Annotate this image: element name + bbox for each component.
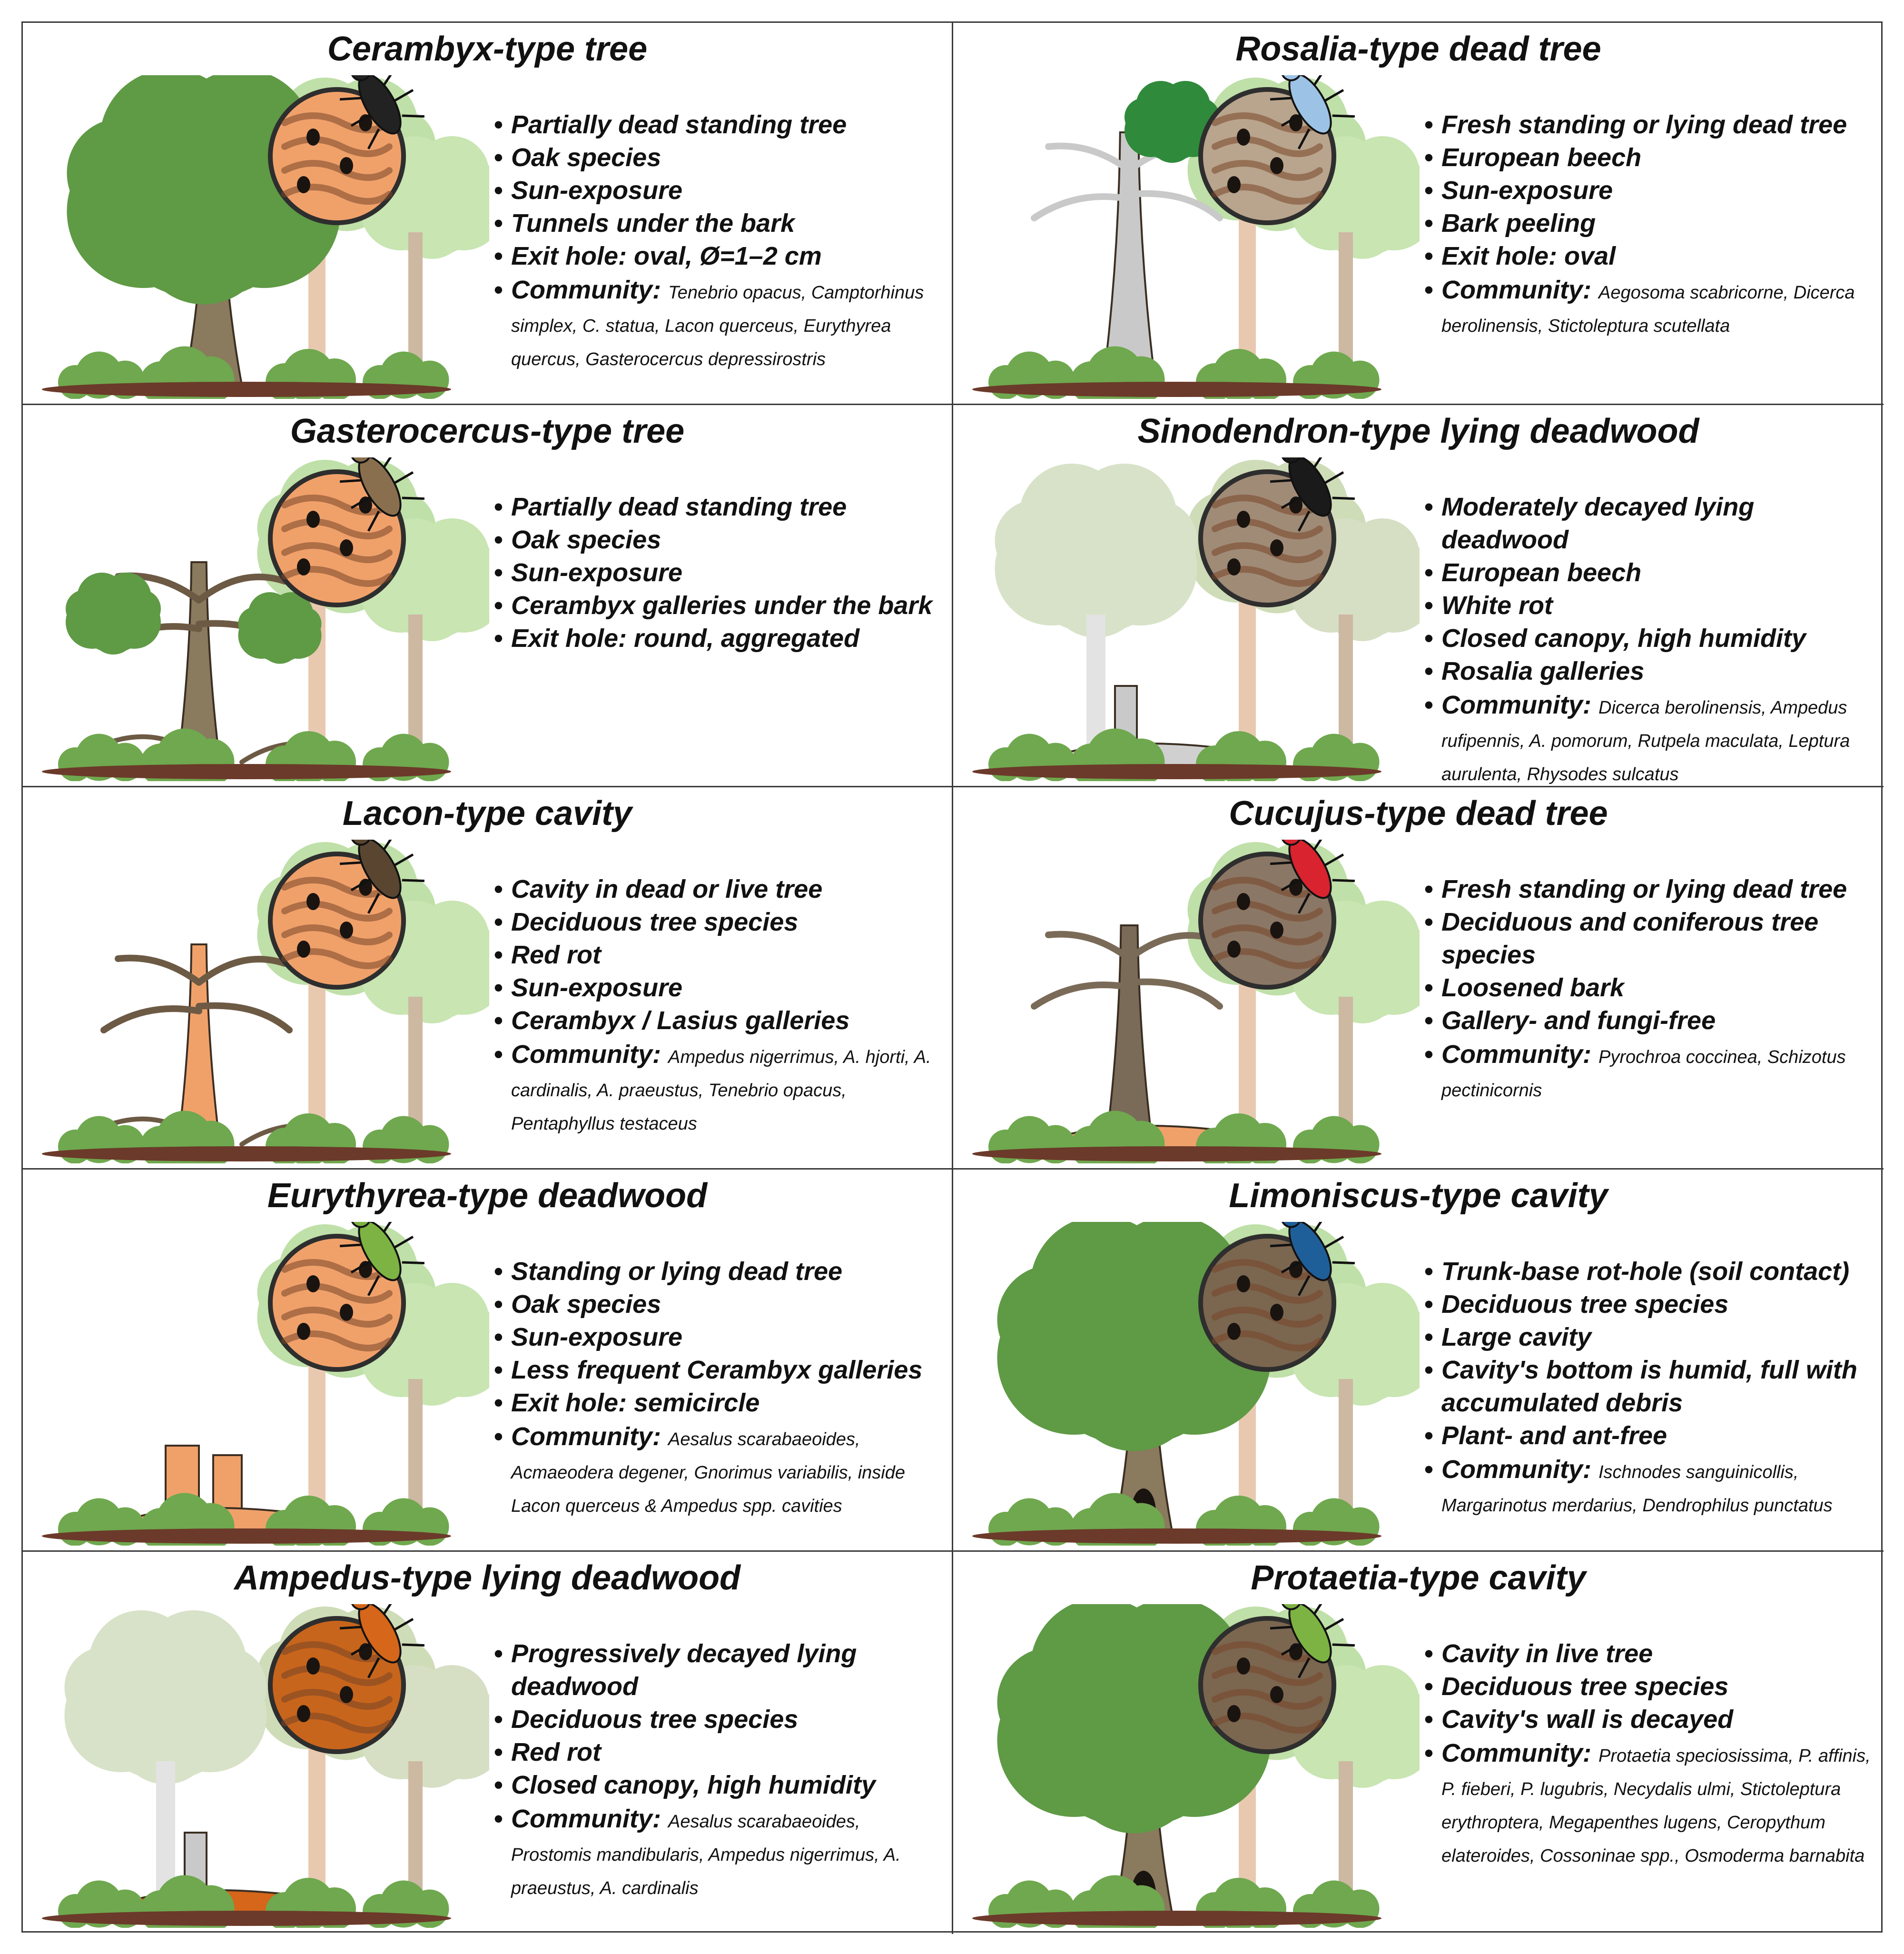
habitat-panel <box>953 1170 1884 1552</box>
community-species: Aesalus scarabaeoides, Acmaeodera degener, Gnorimus variabilis, inside Lacon querceus & Ampedus spp. cavities <box>511 1429 905 1516</box>
panel-title: Cerambyx-type tree <box>327 30 648 68</box>
trait-item: • Partially dead standing tree <box>494 491 941 524</box>
community-item <box>494 1038 941 1138</box>
community-item <box>1424 1737 1872 1870</box>
trait-item: • Closed canopy, high humidity <box>1424 622 1872 655</box>
soil <box>972 382 1381 397</box>
soil <box>972 1911 1381 1926</box>
habitat-illustration <box>42 1222 489 1546</box>
trait-item: • Cavity in live tree <box>1424 1637 1872 1670</box>
community-item <box>1424 689 1872 787</box>
trait-item: • Closed canopy, high humidity <box>494 1769 941 1802</box>
community-species: Aegosoma scabricorne, Dicerca berolinensis, Stictoleptura scutellata <box>1441 283 1855 336</box>
habitat-illustration <box>42 457 489 781</box>
soil <box>42 1911 451 1926</box>
community-item <box>1424 1038 1872 1105</box>
habitat-panel <box>953 1552 1884 1934</box>
panel-title: Eurythyrea-type deadwood <box>267 1177 708 1215</box>
trait-item: • Moderately decayed lying deadwood <box>1424 491 1872 556</box>
trait-item: • Trunk-base rot-hole (soil contact) <box>1424 1255 1872 1288</box>
trait-item: • Exit hole: semicircle <box>494 1387 941 1419</box>
trait-item: • Sun-exposure <box>494 1321 941 1354</box>
trait-item: • Cavity's wall is decayed <box>1424 1703 1872 1736</box>
habitat-illustration <box>972 75 1420 399</box>
trait-item: • Oak species <box>494 524 941 556</box>
habitat-panel <box>23 787 953 1170</box>
trait-item: • Rosalia galleries <box>1424 655 1872 688</box>
trait-item: • Less frequent Cerambyx galleries <box>494 1354 941 1387</box>
trait-item: • European beech <box>1424 556 1872 589</box>
trait-item: • Red rot <box>494 1736 941 1769</box>
habitat-illustration <box>42 1604 489 1928</box>
community-label: Community: <box>511 1040 661 1069</box>
soil <box>972 1528 1381 1544</box>
trait-item: • Cerambyx galleries under the bark <box>494 589 941 622</box>
panel-title: Gasterocercus-type tree <box>290 412 685 450</box>
community-species: Ischnodes sanguinicollis, Margarinotus merdarius, Dendrophilus punctatus <box>1441 1462 1833 1516</box>
community-label: Community: <box>1441 1040 1591 1069</box>
panel-title: Limoniscus-type cavity <box>1229 1177 1608 1215</box>
community-species: Protaetia speciosissima, P. affinis, P. fieberi, P. lugubris, Necydalis ulmi, Stictoleptura erythroptera, Megapenthes lugens, Ceropythum elateroides, Cossoninae spp., Osmoderma barnabita <box>1441 1746 1871 1866</box>
trait-item: • Deciduous tree species <box>494 1703 941 1736</box>
soil <box>42 764 451 779</box>
community-label: Community: <box>511 1805 661 1833</box>
side-crown <box>238 592 322 664</box>
trait-item: • Tunnels under the bark <box>494 207 941 240</box>
habitat-panel <box>23 1552 953 1934</box>
community-item <box>494 1420 941 1520</box>
habitat-illustration <box>972 1222 1420 1546</box>
trait-item: • Sun-exposure <box>1424 174 1872 207</box>
trait-item: • White rot <box>1424 589 1872 622</box>
trait-item: • Partially dead standing tree <box>494 109 941 141</box>
trait-item: • Progressively decayed lying deadwood <box>494 1637 941 1703</box>
trait-item: • Cerambyx / Lasius galleries <box>494 1004 941 1037</box>
trait-item: • Loosened bark <box>1424 972 1872 1004</box>
trait-list <box>494 1255 941 1520</box>
trait-list <box>494 109 941 374</box>
trait-item: • Fresh standing or lying dead tree <box>1424 873 1872 906</box>
habitat-panel <box>953 23 1884 405</box>
trait-item: • Cavity in dead or live tree <box>494 873 941 906</box>
community-item <box>1424 274 1872 340</box>
habitat-illustration <box>972 457 1420 781</box>
community-label: Community: <box>1441 691 1591 719</box>
soil <box>42 1146 451 1161</box>
soil <box>42 1528 451 1544</box>
soil <box>42 382 451 397</box>
trait-list <box>1424 1637 1872 1870</box>
panel-title: Protaetia-type cavity <box>1251 1559 1586 1597</box>
trait-item: • Deciduous tree species <box>1424 1288 1872 1321</box>
trait-item: • Standing or lying dead tree <box>494 1255 941 1288</box>
habitat-panel <box>953 787 1884 1170</box>
faded-crown <box>65 1610 267 1785</box>
trait-item: • Oak species <box>494 141 941 174</box>
community-species: Ampedus nigerrimus, A. hjorti, A. cardinalis, A. praeustus, Tenebrio opacus, Pentaphyllus testaceus <box>511 1047 931 1134</box>
faded-crown <box>995 464 1197 638</box>
habitat-illustration <box>42 840 489 1163</box>
panel-title: Lacon-type cavity <box>342 794 632 833</box>
community-label: Community: <box>1441 1455 1591 1484</box>
trait-item: • Deciduous and coniferous tree species <box>1424 906 1872 972</box>
habitat-grid <box>21 21 1883 1933</box>
soil <box>972 1146 1381 1161</box>
trait-item: • Plant- and ant-free <box>1424 1419 1872 1452</box>
trait-item: • Exit hole: oval <box>1424 240 1872 273</box>
trait-item: • Bark peeling <box>1424 207 1872 240</box>
habitat-panel <box>953 405 1884 787</box>
trait-item: • Deciduous tree species <box>1424 1670 1872 1703</box>
side-crown <box>66 573 161 655</box>
community-item <box>494 1803 941 1903</box>
community-label: Community: <box>511 1422 661 1451</box>
trait-item: • Exit hole: round, aggregated <box>494 622 941 655</box>
community-item <box>494 274 941 374</box>
panel-title: Cucujus-type dead tree <box>1229 794 1608 833</box>
community-label: Community: <box>511 276 661 304</box>
panel-title: Sinodendron-type lying deadwood <box>1137 412 1699 450</box>
trait-list <box>1424 1255 1872 1520</box>
trait-item: • Oak species <box>494 1288 941 1321</box>
community-species: Pyrochroa coccinea, Schizotus pectinicornis <box>1441 1047 1846 1101</box>
trait-list <box>494 491 941 655</box>
community-species: Dicerca berolinensis, Ampedus rufipennis, A. pomorum, Rutpela maculata, Leptura aurulenta, Rhysodes sulcatus <box>1441 698 1850 784</box>
trait-item: • Deciduous tree species <box>494 906 941 939</box>
panel-title: Rosalia-type dead tree <box>1235 30 1601 68</box>
habitat-panel <box>23 405 953 787</box>
panel-title: Ampedus-type lying deadwood <box>234 1559 741 1597</box>
trait-item: • Cavity's bottom is humid, full with accumulated debris <box>1424 1354 1872 1419</box>
soil <box>972 764 1381 779</box>
trait-item: • Red rot <box>494 939 941 972</box>
community-item <box>1424 1453 1872 1520</box>
community-species: Aesalus scarabaeoides, Prostomis mandibularis, Ampedus nigerrimus, A. praeustus, A. cardinalis <box>511 1812 901 1898</box>
community-label: Community: <box>1441 276 1591 304</box>
trait-list <box>1424 109 1872 340</box>
habitat-panel <box>23 23 953 405</box>
trait-item: • Fresh standing or lying dead tree <box>1424 109 1872 141</box>
trait-item: • Large cavity <box>1424 1321 1872 1354</box>
habitat-illustration <box>972 840 1420 1163</box>
community-label: Community: <box>1441 1739 1591 1767</box>
trait-item: • European beech <box>1424 141 1872 174</box>
trait-list <box>1424 873 1872 1105</box>
habitat-panel <box>23 1170 953 1552</box>
trait-list <box>494 873 941 1138</box>
trait-item: • Sun-exposure <box>494 556 941 589</box>
trait-item: • Exit hole: oval, Ø=1–2 cm <box>494 240 941 273</box>
trait-item: • Sun-exposure <box>494 972 941 1004</box>
trait-item: • Sun-exposure <box>494 174 941 207</box>
community-species: Tenebrio opacus, Camptorhinus simplex, C. statua, Lacon querceus, Eurythyrea quercus, Gasterocercus depressirostris <box>511 283 924 369</box>
trait-list <box>1424 491 1872 787</box>
trait-list <box>494 1637 941 1903</box>
trait-item: • Gallery- and fungi-free <box>1424 1004 1872 1037</box>
habitat-illustration <box>42 75 489 399</box>
habitat-illustration <box>972 1604 1420 1928</box>
